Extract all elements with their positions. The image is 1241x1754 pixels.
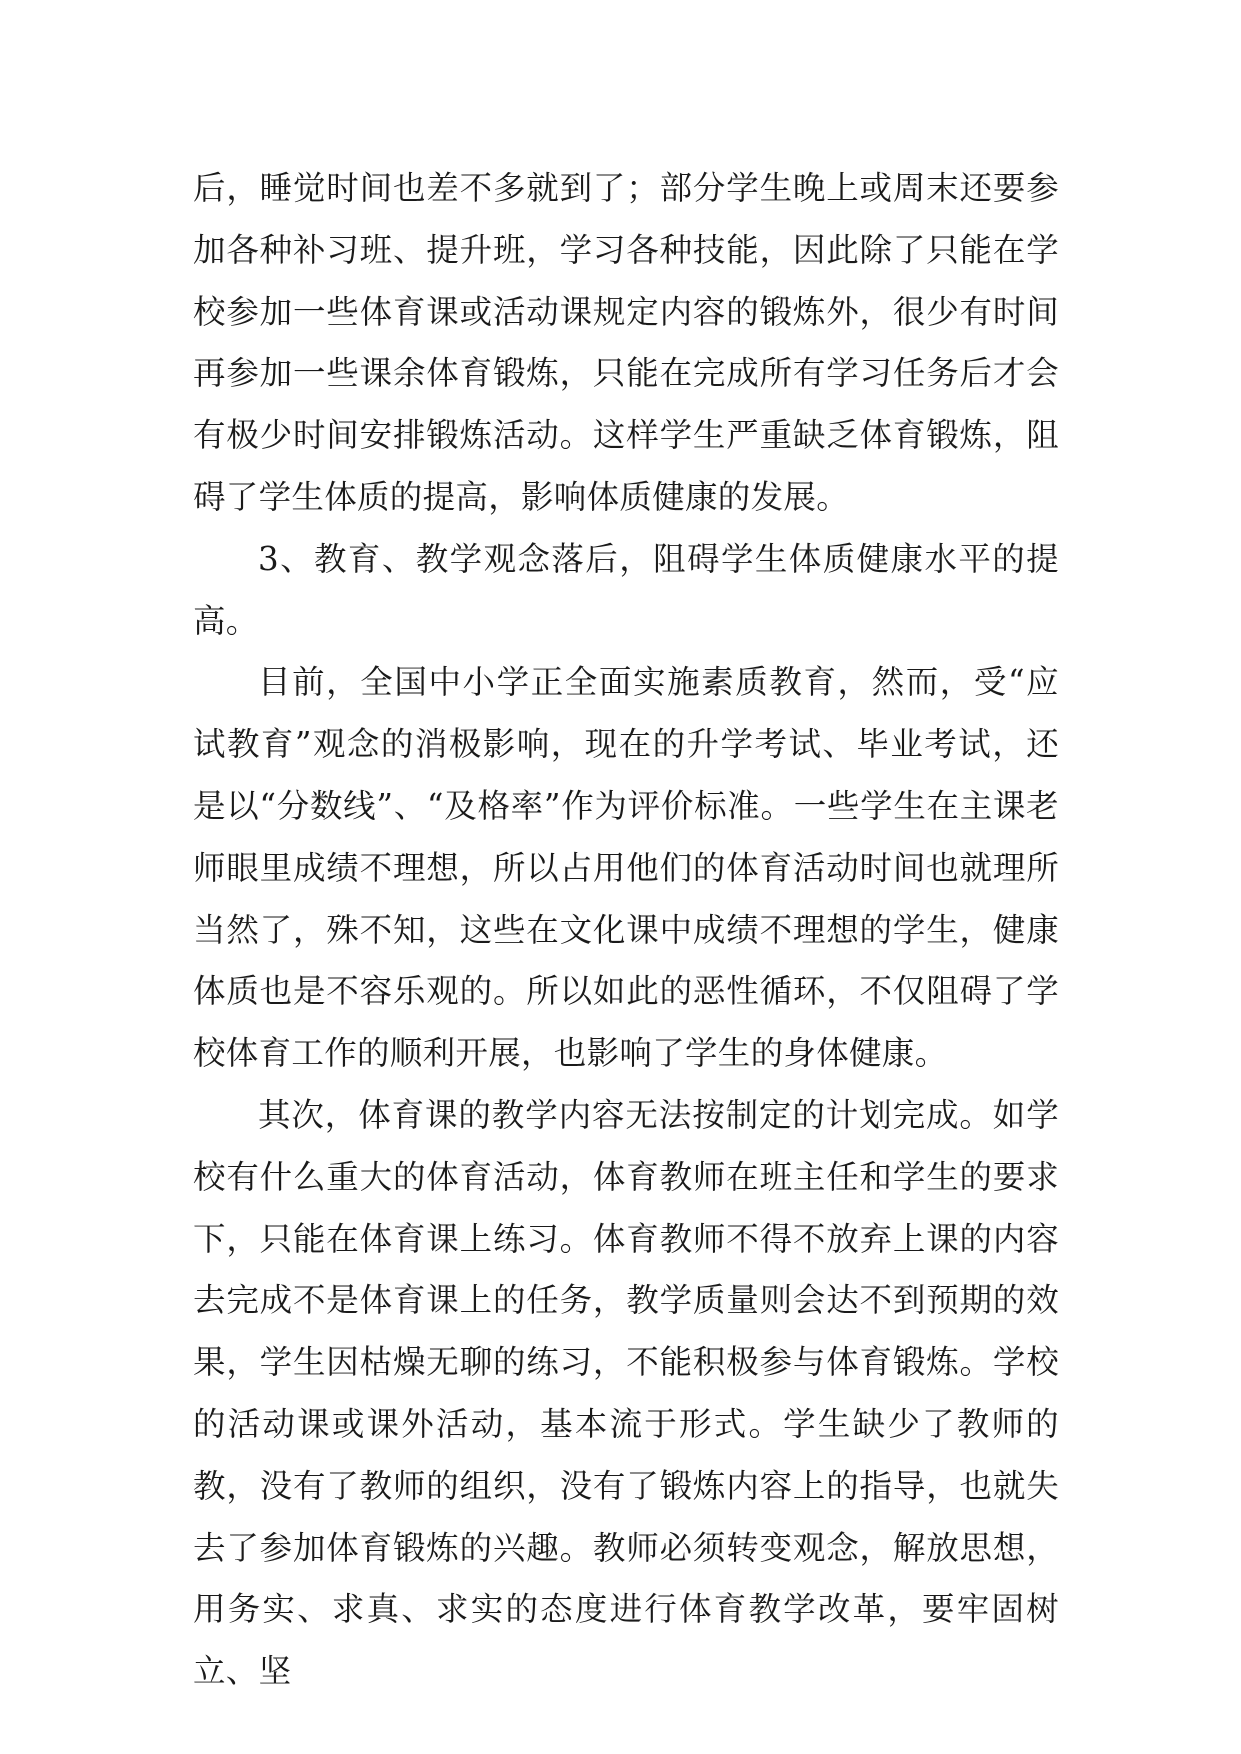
paragraph-continuation: 后，睡觉时间也差不多就到了；部分学生晚上或周末还要参加各种补习班、提升班，学习各种技能，因此除了只能在学校参加一些体育课或活动课规定内容的锻炼外，很少有时间再参加一些课余体育锻炼，只能在完成所有学习任务后才会有极少时间安排锻炼活动。这样学生严重缺乏体育锻炼，阻碍了学生体质的提高，影响体质健康的发展。 — [193, 169, 1059, 516]
paragraph-heading-3: 3、教育、教学观念落后，阻碍学生体质健康水平的提高。 — [193, 539, 1059, 640]
paragraph-current-situation: 目前，全国中小学正全面实施素质教育，然而，受“应试教育”观念的消极影响，现在的升学考试、毕业考试，还是以“分数线”、“及格率”作为评价标准。一些学生在主课老师眼里成绩不理想，所以占用他们的体育活动时间也就理所当然了，殊不知，这些在文化课中成绩不理想的学生，健康体质也是不容乐观的。所以如此的恶性循环，不仅阻碍了学校体育工作的顺利开展，也影响了学生的身体健康。 — [193, 663, 1059, 1073]
paragraph-secondly: 其次，体育课的教学内容无法按制定的计划完成。如学校有什么重大的体育活动，体育教师在班主任和学生的要求下，只能在体育课上练习。体育教师不得不放弃上课的内容去完成不是体育课上的任务，教学质量则会达不到预期的效果，学生因枯燥无聊的练习，不能积极参与体育锻炼。学校的活动课或课外活动，基本流于形式。学生缺少了教师的教，没有了教师的组织，没有了锻炼内容上的指导，也就失去了参加体育锻炼的兴趣。教师必须转变观念，解放思想，用务实、求真、求实的态度进行体育教学改革，要牢固树立、坚 — [193, 1095, 1059, 1691]
document-body — [193, 158, 1059, 1703]
